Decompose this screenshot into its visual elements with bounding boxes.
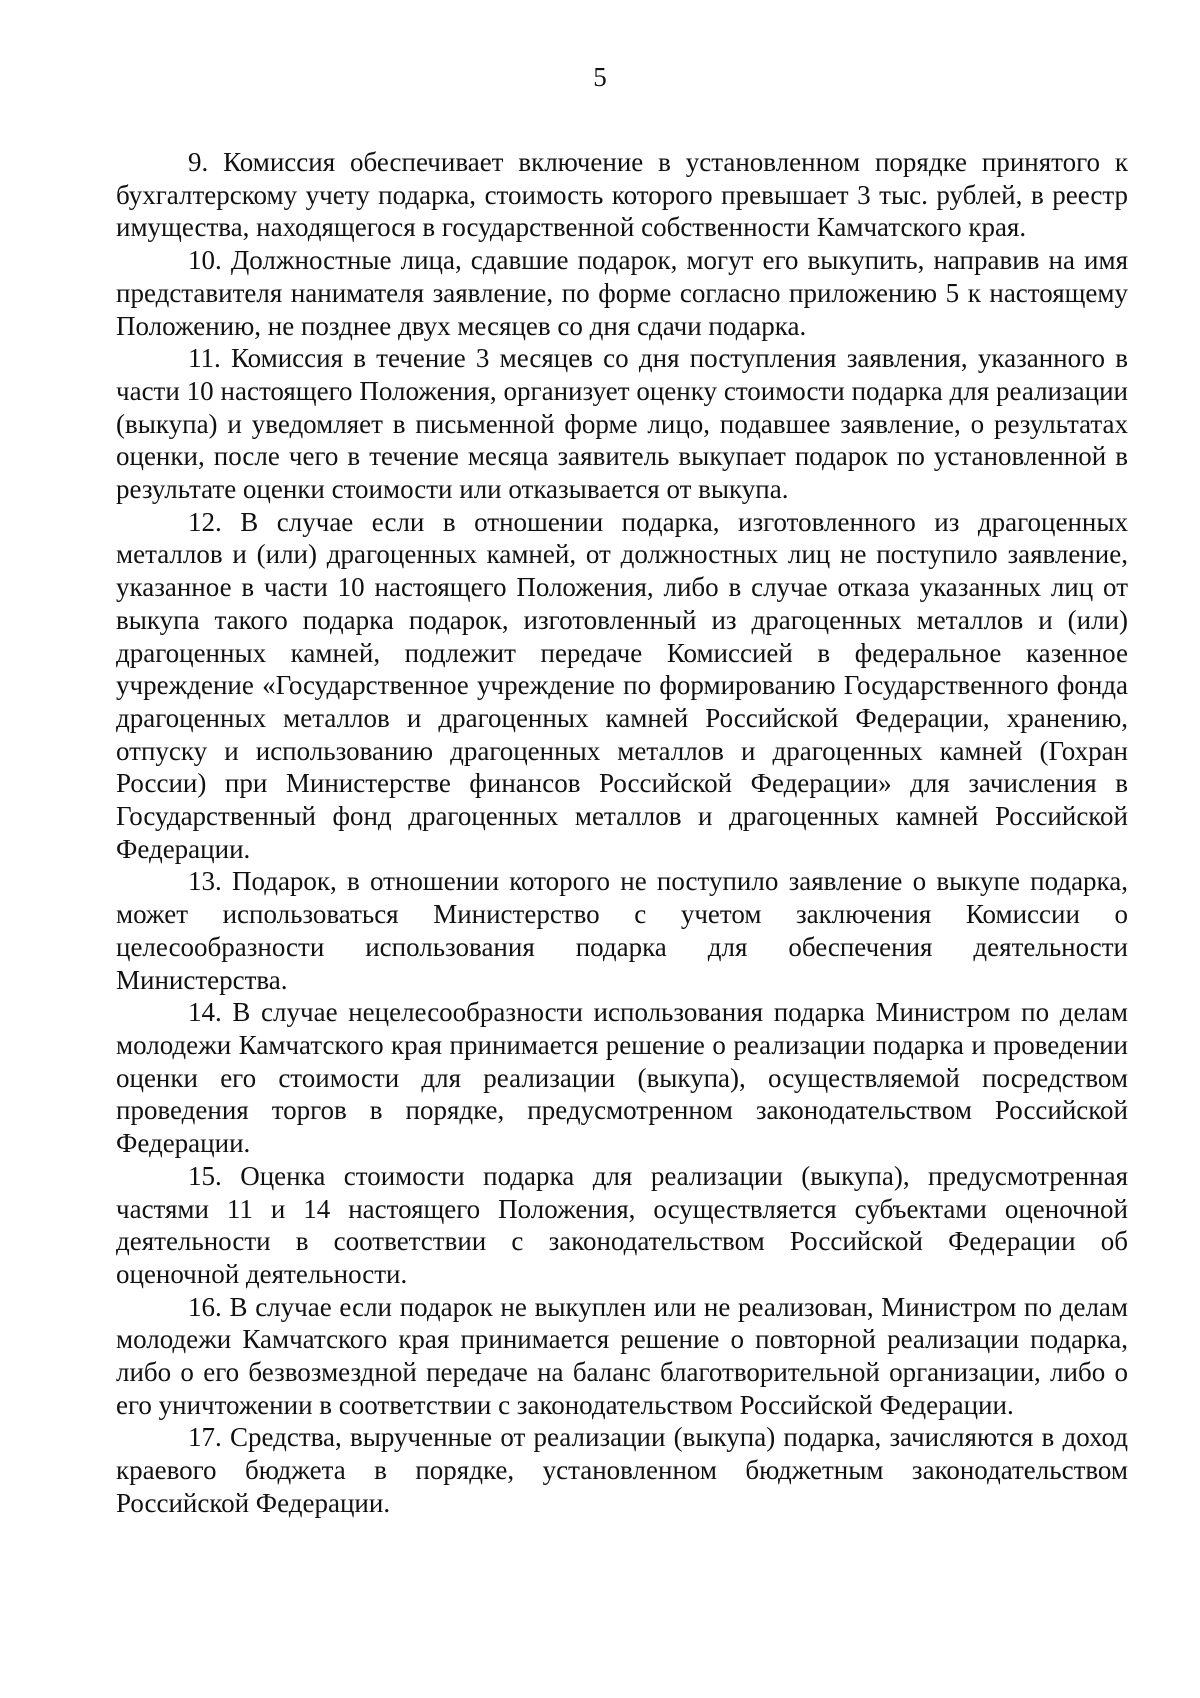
paragraph-15: 15. Оценка стоимости подарка для реализации (выкупа), предусмотренная частями 11 и 14 настоящего Положения, осуществляется субъектами оценочной деятельности в соответствии с законодательством Российской Федерации об оценочной деятельности. — [116, 1160, 1128, 1289]
page-number: 5 — [593, 62, 607, 92]
paragraph-10: 10. Должностные лица, сдавшие подарок, могут его выкупить, направив на имя представителя нанимателя заявление, по форме согласно приложению 5 к настоящему Положению, не позднее двух месяцев со дня сдачи подарка. — [116, 245, 1128, 341]
paragraph-11: 11. Комиссия в течение 3 месяцев со дня поступления заявления, указанного в части 10 настоящего Положения, организует оценку стоимости подарка для реализации (выкупа) и уведомляет в письменной форме лицо, подавшее заявление, о результатах оценки, после чего в течение месяца заявитель выкупает подарок по установленной в результате оценки стоимости или отказывается от выкупа. — [116, 343, 1128, 505]
paragraph-14: 14. В случае нецелесообразности использования подарка Министром по делам молодежи Камчатского края принимается решение о реализации подарка и проведении оценки его стоимости для реализации (выкупа), осуществляемой посредством проведения торгов в порядке, предусмотренном законодательством Российской Федерации. — [116, 997, 1128, 1159]
paragraph-17: 17. Средства, вырученные от реализации (выкупа) подарка, зачисляются в доход краевого бюджета в порядке, установленном бюджетным законодательством Российской Федерации. — [116, 1422, 1128, 1518]
document-body — [116, 146, 1128, 1520]
paragraph-12: 12. В случае если в отношении подарка, изготовленного из драгоценных металлов и (или) драгоценных камней, от должностных лиц не поступило заявление, указанное в части 10 настоящего Положения, либо в случае отказа указанных лиц от выкупа такого подарка подарок, изготовленный из драгоценных металлов и (или) драгоценных камней, подлежит передаче Комиссией в федеральное казенное учреждение «Государственное учреждение по формированию Государственного фонда драгоценных металлов и драгоценных камней Российской Федерации, хранению, отпуску и использованию драгоценных металлов и драгоценных камней (Гохран России) при Министерстве финансов Российской Федерации» для зачисления в Государственный фонд драгоценных металлов и драгоценных камней Российской Федерации. — [116, 506, 1128, 864]
paragraph-13: 13. Подарок, в отношении которого не поступило заявление о выкупе подарка, может использоваться Министерство с учетом заключения Комиссии о целесообразности использования подарка для обеспечения деятельности Министерства. — [116, 866, 1128, 995]
paragraph-16: 16. В случае если подарок не выкуплен или не реализован, Министром по делам молодежи Камчатского края принимается решение о повторной реализации подарка, либо о его безвозмездной передаче на баланс благотворительной организации, либо о его уничтожении в соответствии с законодательством Российской Федерации. — [116, 1291, 1128, 1420]
paragraph-9: 9. Комиссия обеспечивает включение в установленном порядке принятого к бухгалтерскому учету подарка, стоимость которого превышает 3 тыс. рублей, в реестр имущества, находящегося в государственной собственности Камчатского края. — [116, 147, 1128, 243]
